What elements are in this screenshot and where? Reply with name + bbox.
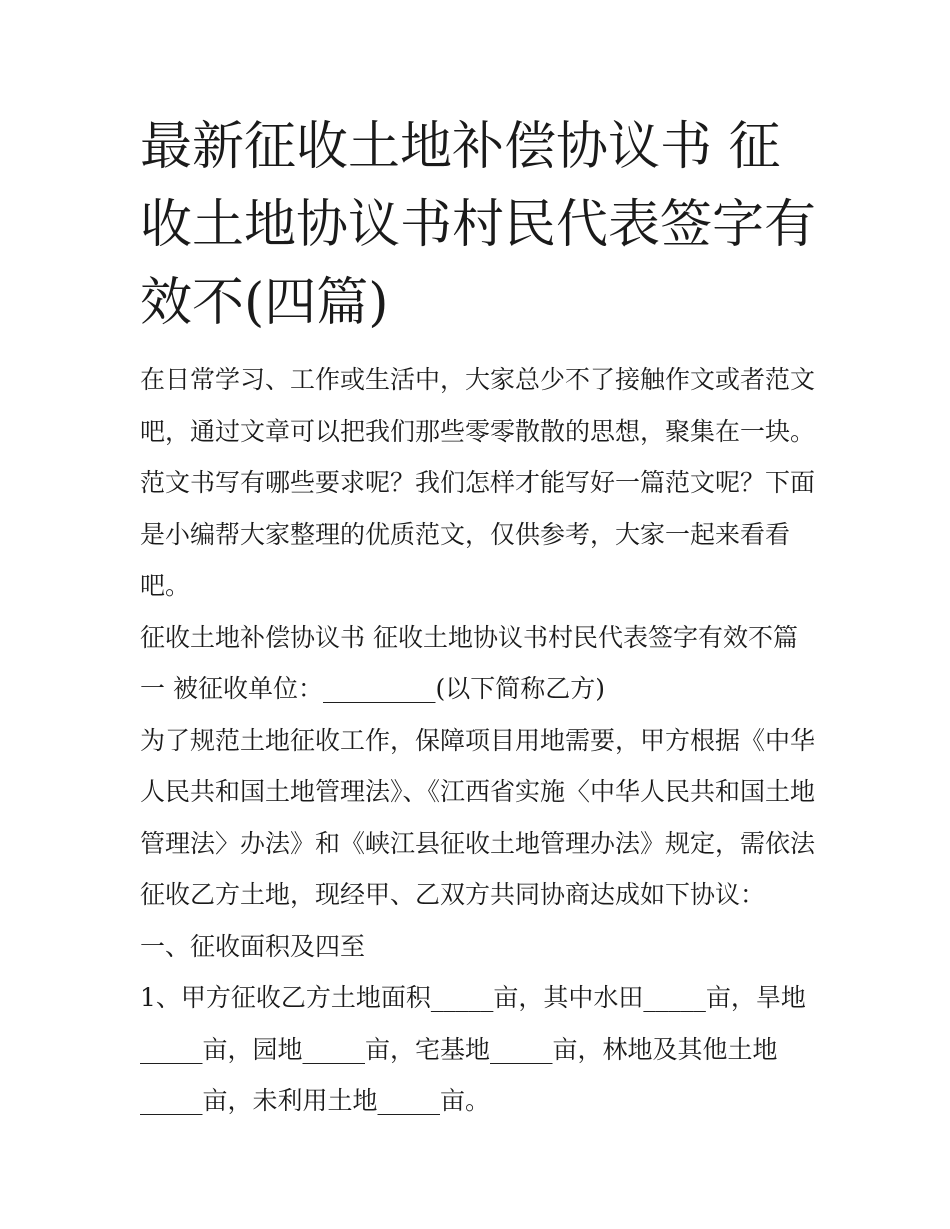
intro-paragraph: 在日常学习、工作或生活中，大家总少不了接触作文或者范文吧，通过文章可以把我们那些零零散散的思想，聚集在一块。范文书写有哪些要求呢？我们怎样才能写好一篇范文呢？下面是小编帮大家整理的优质范文，仅供参考，大家一起来看看吧。	[140, 365, 816, 600]
document-title: 最新征收土地补偿协议书 征收土地协议书村民代表签字有效不(四篇)	[140, 117, 817, 333]
clause-heading: 一、征收面积及四至	[140, 931, 366, 961]
clause-item-1: 1、甲方征收乙方土地面积_____亩，其中水田_____亩，旱地_____亩，园地_____亩，宅基地_____亩，林地及其他土地_____亩，未利用土地_____亩。	[140, 983, 806, 1115]
legal-basis-paragraph: 为了规范土地征收工作，保障项目用地需要，甲方根据《中华人民共和国土地管理法》、《江西省实施〈中华人民共和国土地管理法〉办法》和《峡江县征收土地管理办法》规定，需依法征收乙方土地，现经甲、乙双方共同协商达成如下协议：	[140, 725, 816, 909]
section-heading-paragraph: 征收土地补偿协议书 征收土地协议书村民代表签字有效不篇一 被征收单位：_________(以下简称乙方)	[140, 622, 798, 703]
document-body	[140, 354, 815, 1127]
